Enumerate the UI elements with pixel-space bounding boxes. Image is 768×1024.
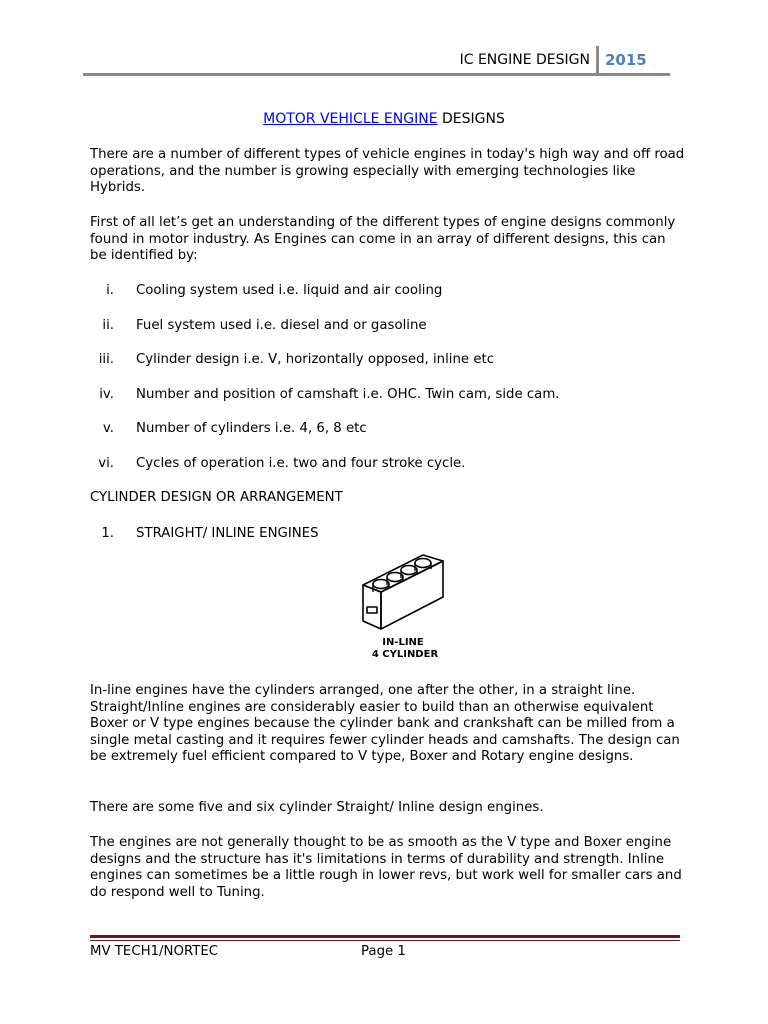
list-text: Cylinder design i.e. V, horizontally opposed, inline etc bbox=[136, 352, 495, 367]
header-separator bbox=[596, 46, 599, 76]
list-number: iv. bbox=[99, 387, 114, 402]
item-text: STRAIGHT/ INLINE ENGINES bbox=[136, 526, 319, 541]
list-item bbox=[90, 387, 560, 404]
footer-rule bbox=[90, 935, 680, 938]
list-item bbox=[90, 318, 427, 335]
list-number: iii. bbox=[98, 352, 114, 367]
list-number: v. bbox=[102, 421, 114, 436]
list-text: Cycles of operation i.e. two and four stroke cycle. bbox=[136, 456, 466, 471]
list-item bbox=[90, 421, 367, 438]
item-number: 1. bbox=[101, 526, 114, 541]
five-six-cylinder-paragraph: There are some five and six cylinder Straight/ Inline design engines. bbox=[90, 800, 544, 815]
footer-page-number: Page 1 bbox=[361, 944, 406, 959]
footer-course: MV TECH1/NORTEC bbox=[90, 944, 219, 959]
section-heading: CYLINDER DESIGN OR ARRANGEMENT bbox=[90, 490, 343, 505]
numbered-item bbox=[90, 526, 319, 543]
list-text: Fuel system used i.e. diesel and or gasoline bbox=[136, 318, 427, 333]
identification-paragraph: First of all let’s get an understanding of the different types of engine designs commonly found in motor industry. As Engines can come in an array of different designs, this can be identified by: bbox=[90, 215, 676, 264]
document-title bbox=[0, 111, 768, 127]
list-number: ii. bbox=[102, 318, 114, 333]
figure-caption-line1: IN-LINE bbox=[382, 637, 424, 648]
list-item bbox=[90, 352, 494, 369]
inline-engines-paragraph: In-line engines have the cylinders arranged, one after the other, in a straight line. Straight/Inline engines are considerably easier to build than an otherwise equivalent Boxer or V type engines because the cylinder bank and crankshaft can be milled from a single metal casting and it requires fewer cylinder heads and camshafts. The design can be extremely fuel efficient compared to V type, Boxer and Rotary engine designs. bbox=[90, 683, 680, 765]
engine-block-illustration bbox=[355, 545, 455, 665]
list-text: Number of cylinders i.e. 4, 6, 8 etc bbox=[136, 421, 367, 436]
smoothness-paragraph: The engines are not generally thought to be as smooth as the V type and Boxer engine designs and the structure has it's limitations in terms of durability and strength. Inline engines can sometimes be a little rough in lower revs, but work well for smaller cars and do respond well to Tuning. bbox=[90, 835, 682, 900]
list-text: Cooling system used i.e. liquid and air cooling bbox=[136, 283, 443, 298]
header-year: 2015 bbox=[605, 51, 647, 69]
list-item bbox=[90, 456, 465, 473]
figure-caption-line2: 4 CYLINDER bbox=[371, 649, 439, 660]
title-rest: DESIGNS bbox=[437, 111, 505, 127]
footer-rule-thin bbox=[90, 940, 680, 941]
inline-engine-figure bbox=[355, 545, 455, 665]
list-item bbox=[90, 283, 442, 300]
title-link[interactable]: MOTOR VEHICLE ENGINE bbox=[263, 111, 438, 127]
header-title: IC ENGINE DESIGN bbox=[459, 52, 590, 68]
header-rule bbox=[83, 73, 670, 76]
list-number: vi. bbox=[98, 456, 114, 471]
list-text: Number and position of camshaft i.e. OHC. Twin cam, side cam. bbox=[136, 387, 560, 402]
intro-paragraph: There are a number of different types of vehicle engines in today's high way and off road operations, and the number is growing especially with emerging technologies like Hybrids. bbox=[90, 147, 685, 196]
list-number: i. bbox=[106, 283, 114, 298]
